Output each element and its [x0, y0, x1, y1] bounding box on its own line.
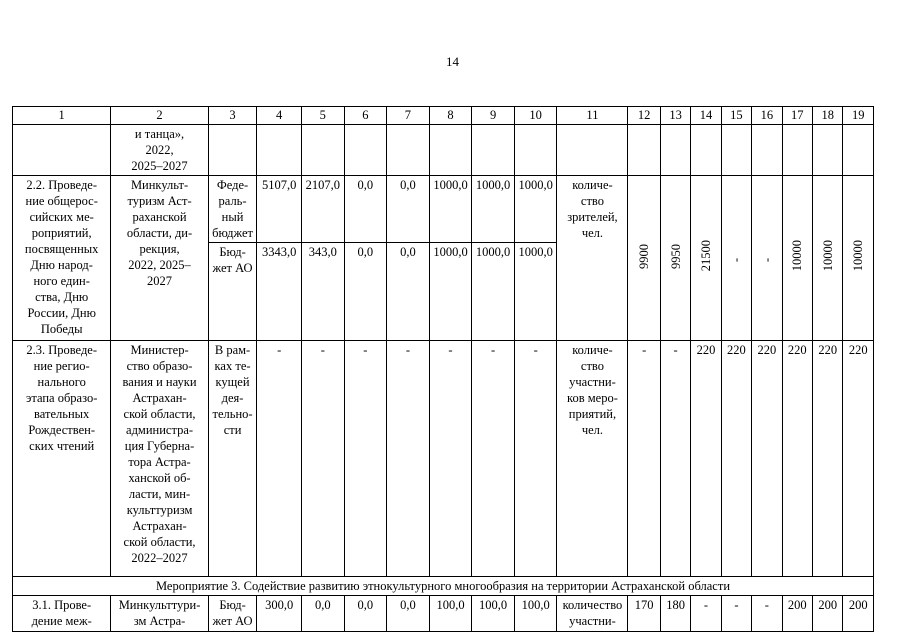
- table-cell: [257, 125, 302, 176]
- value-cell: 5107,0: [257, 176, 302, 243]
- table-cell: [843, 125, 874, 176]
- value-cell: 0,0: [387, 596, 430, 632]
- indicator-value: 10000: [820, 240, 835, 272]
- funding-source-cell: В рам- ках те- кущей дея- тельно- сти: [208, 341, 257, 577]
- indicator-value-cell: [660, 176, 690, 341]
- table-row: [13, 176, 874, 243]
- activity-cell: 3.1. Прове- дение меж-: [13, 596, 111, 632]
- indicator-value-cell: 200: [782, 596, 812, 632]
- value-cell: 1000,0: [429, 243, 472, 341]
- column-number-row: [13, 107, 874, 125]
- table-row: [13, 596, 874, 632]
- value-cell: -: [344, 341, 387, 577]
- value-cell: 0,0: [301, 596, 344, 632]
- value-cell: -: [472, 341, 515, 577]
- table-cell: [660, 125, 690, 176]
- executor-cell: и танца», 2022, 2025–2027: [111, 125, 208, 176]
- table-cell: [344, 125, 387, 176]
- indicator-value-cell: 220: [782, 341, 812, 577]
- indicator-value: 10000: [790, 240, 805, 272]
- table-cell: [812, 125, 842, 176]
- table-row: [13, 125, 874, 176]
- indicator-value-cell: [691, 176, 721, 341]
- activity-cell: 2.2. Проведе- ние общерос- сийских ме- роприятий, посвященных Дню народ- ного един- ства, Дню России, Дню Победы: [13, 176, 111, 341]
- value-cell: 100,0: [514, 596, 557, 632]
- col-header: 9: [472, 107, 515, 125]
- indicator-value: 21500: [699, 240, 713, 272]
- value-cell: 2107,0: [301, 176, 344, 243]
- col-header: 18: [812, 107, 842, 125]
- indicator-cell: количество участни-: [557, 596, 628, 632]
- table-cell: [387, 125, 430, 176]
- section-row: [13, 577, 874, 596]
- value-cell: 300,0: [257, 596, 302, 632]
- funding-source-cell: Бюд- жет АО: [208, 243, 257, 341]
- indicator-value-cell: 180: [660, 596, 690, 632]
- table-cell: [472, 125, 515, 176]
- value-cell: 1000,0: [514, 243, 557, 341]
- executor-cell: Министер- ство образо- вания и науки Астрахан- ской области, администра- ция Губерна- тора Астра- ханской об- ласти, мин- культтуризм Астрахан- ской области, 2022–2027: [111, 341, 208, 577]
- indicator-value-cell: -: [660, 341, 690, 577]
- value-cell: 1000,0: [472, 176, 515, 243]
- indicator-value: -: [759, 257, 774, 262]
- activity-cell: 2.3. Проведе- ние регио- нального этапа образо- вательных Рождествен- ских чтений: [13, 341, 111, 577]
- col-header: 1: [13, 107, 111, 125]
- indicator-value-cell: [721, 176, 751, 341]
- value-cell: 0,0: [344, 596, 387, 632]
- indicator-value: 9900: [637, 243, 652, 269]
- indicator-value: -: [729, 257, 744, 262]
- table-cell: [721, 125, 751, 176]
- funding-source-cell: Бюд- жет АО: [208, 596, 257, 632]
- indicator-value-cell: -: [721, 596, 751, 632]
- indicator-value-cell: 220: [721, 341, 751, 577]
- col-header: 17: [782, 107, 812, 125]
- indicator-value-cell: 220: [812, 341, 842, 577]
- col-header: 13: [660, 107, 690, 125]
- col-header: 11: [557, 107, 628, 125]
- table-cell: [691, 125, 721, 176]
- value-cell: 1000,0: [514, 176, 557, 243]
- table-cell: [208, 125, 257, 176]
- value-cell: 0,0: [387, 176, 430, 243]
- table-cell: [557, 125, 628, 176]
- executor-cell: Минкульт- туризм Аст- раханской области, ди- рекция, 2022, 2025– 2027: [111, 176, 208, 341]
- value-cell: 343,0: [301, 243, 344, 341]
- indicator-value-cell: [843, 176, 874, 341]
- page-number: 14: [446, 54, 459, 69]
- col-header: 7: [387, 107, 430, 125]
- col-header: 19: [843, 107, 874, 125]
- value-cell: -: [387, 341, 430, 577]
- col-header: 10: [514, 107, 557, 125]
- indicator-value-cell: 170: [628, 596, 660, 632]
- value-cell: -: [257, 341, 302, 577]
- col-header: 8: [429, 107, 472, 125]
- value-cell: 100,0: [429, 596, 472, 632]
- indicator-cell: количе- ство зрителей, чел.: [557, 176, 628, 341]
- indicator-value-cell: [782, 176, 812, 341]
- indicator-value: 9950: [668, 243, 683, 269]
- value-cell: -: [301, 341, 344, 577]
- program-table: [12, 106, 874, 632]
- col-header: 6: [344, 107, 387, 125]
- indicator-cell: количе- ство участни- ков меро- приятий, чел.: [557, 341, 628, 577]
- col-header: 5: [301, 107, 344, 125]
- executor-cell: Минкульттури- зм Астра-: [111, 596, 208, 632]
- value-cell: 100,0: [472, 596, 515, 632]
- table-cell: [514, 125, 557, 176]
- value-cell: 0,0: [344, 176, 387, 243]
- value-cell: 0,0: [344, 243, 387, 341]
- col-header: 3: [208, 107, 257, 125]
- col-header: 12: [628, 107, 660, 125]
- indicator-value-cell: -: [628, 341, 660, 577]
- value-cell: 3343,0: [257, 243, 302, 341]
- indicator-value-cell: 200: [812, 596, 842, 632]
- col-header: 4: [257, 107, 302, 125]
- col-header: 15: [721, 107, 751, 125]
- indicator-value-cell: [628, 176, 660, 341]
- col-header: 16: [752, 107, 782, 125]
- indicator-value-cell: -: [752, 596, 782, 632]
- table-cell: [628, 125, 660, 176]
- table-cell: [782, 125, 812, 176]
- table-cell: [429, 125, 472, 176]
- table-cell: [301, 125, 344, 176]
- col-header: 14: [691, 107, 721, 125]
- indicator-value-cell: [812, 176, 842, 341]
- col-header: 2: [111, 107, 208, 125]
- table-row: [13, 341, 874, 577]
- table-cell: [13, 125, 111, 176]
- funding-source-cell: Феде- раль- ный бюджет: [208, 176, 257, 243]
- value-cell: 1000,0: [429, 176, 472, 243]
- value-cell: -: [429, 341, 472, 577]
- indicator-value-cell: -: [691, 596, 721, 632]
- indicator-value-cell: 200: [843, 596, 874, 632]
- indicator-value-cell: 220: [752, 341, 782, 577]
- value-cell: 0,0: [387, 243, 430, 341]
- value-cell: 1000,0: [472, 243, 515, 341]
- indicator-value-cell: 220: [691, 341, 721, 577]
- indicator-value: 10000: [851, 240, 866, 272]
- indicator-value-cell: [752, 176, 782, 341]
- section-title: Мероприятие 3. Содействие развитию этнокультурного многообразия на территории Астраханской области: [13, 577, 874, 596]
- table-cell: [752, 125, 782, 176]
- value-cell: -: [514, 341, 557, 577]
- indicator-value-cell: 220: [843, 341, 874, 577]
